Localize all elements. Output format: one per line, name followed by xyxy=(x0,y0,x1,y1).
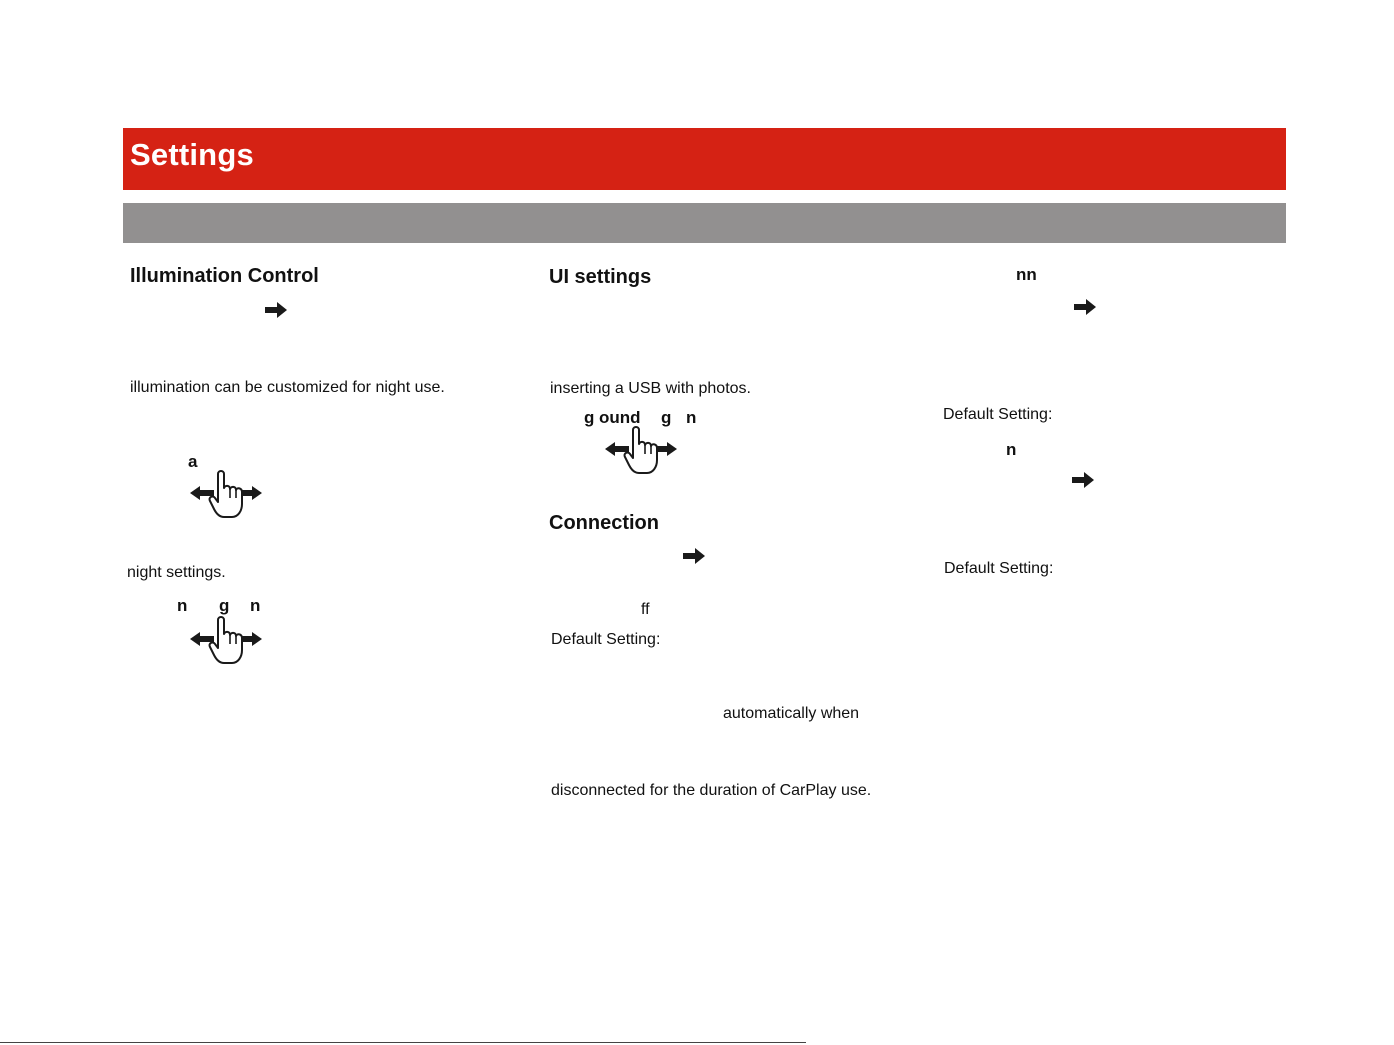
gesture-label: g xyxy=(661,408,672,427)
gesture-label: a xyxy=(188,452,198,471)
fragment-text: nn xyxy=(1016,265,1037,284)
right-arrow-icon xyxy=(682,547,706,565)
ff-text: ff xyxy=(641,601,650,618)
gesture-label: n xyxy=(177,596,188,615)
usb-photos-text: inserting a USB with photos. xyxy=(550,380,751,397)
fragment-text: n xyxy=(1006,440,1017,459)
default-setting-label: Default Setting: xyxy=(944,560,1054,577)
ui-settings-heading: UI settings xyxy=(549,266,652,288)
gesture-label: n xyxy=(250,596,261,615)
gesture-label: n xyxy=(686,408,697,427)
gesture-label: g xyxy=(584,408,595,427)
gesture-label: g xyxy=(219,596,230,615)
right-arrow-icon xyxy=(1073,298,1097,316)
swipe-hand-icon xyxy=(188,614,264,664)
swipe-hand-icon xyxy=(188,468,264,518)
connection-heading: Connection xyxy=(549,512,659,534)
carplay-disconnect-text: disconnected for the duration of CarPlay use. xyxy=(551,782,872,799)
right-arrow-icon xyxy=(264,301,288,319)
swipe-hand-icon xyxy=(603,424,679,474)
bottom-rule xyxy=(0,1042,806,1043)
subheader-bar xyxy=(123,203,1286,243)
page-title: Settings xyxy=(130,137,254,172)
automatically-text: automatically when xyxy=(723,705,860,722)
header-bar xyxy=(123,128,1286,190)
right-arrow-icon xyxy=(1071,471,1095,489)
night-settings-text: night settings. xyxy=(127,564,226,581)
illumination-body-text: illumination can be customized for night use. xyxy=(130,379,445,396)
illumination-control-heading: Illumination Control xyxy=(130,265,319,287)
default-setting-label: Default Setting: xyxy=(551,631,661,648)
gesture-label: ound xyxy=(599,408,641,427)
default-setting-label: Default Setting: xyxy=(943,406,1053,423)
